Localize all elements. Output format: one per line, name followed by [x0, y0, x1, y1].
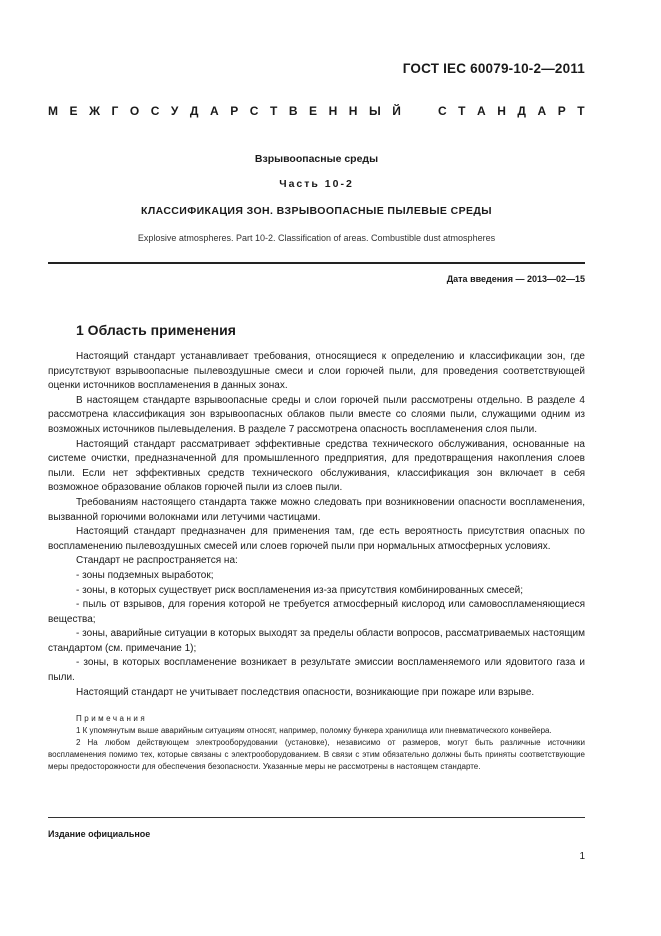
banner-letter: С	[249, 104, 259, 118]
banner-letter: А	[209, 104, 219, 118]
note-item: 2 На любом действующем электрооборудовании (установке), независимо от размеров, могут быть различные источники воспламенения помимо тех, которые связаны с электрооборудованием. В связи с этим обязательно должны быть приняты соответствующие меры предосторожности для обеспечения безопасности. Указанные меры не рассмотрены в настоящем стандарте.	[48, 738, 585, 771]
list-item: - зоны, аварийные ситуации в которых выходят за пределы области вопросов, рассматриваемых настоящим стандартом (см. примечание 1);	[48, 628, 585, 654]
standard-code: ГОСТ IEC 60079-10-2—2011	[402, 61, 585, 76]
paragraph: Настоящий стандарт устанавливает требования, относящиеся к определению и классификации зон, где присутствуют взрывоопасные пылевоздушные смеси и слои горючей пыли, для проведения соответствующей оценки источников воспламенения в данных зонах.	[48, 351, 585, 392]
banner-letter: У	[170, 104, 179, 118]
list-item: - зоны подземных выработок;	[76, 569, 214, 581]
banner-letter: С	[437, 104, 447, 118]
banner-letter: О	[129, 104, 140, 118]
banner-letter: В	[288, 104, 298, 118]
banner-letter: Т	[458, 104, 466, 118]
banner-letter: Д	[517, 104, 526, 118]
paragraph: Стандарт не распространяется на:	[76, 555, 238, 567]
banner-letter: А	[537, 104, 547, 118]
footer-divider	[48, 817, 585, 818]
paragraph: Настоящий стандарт предназначен для применения там, где есть вероятность присутствия опасных по воспламенению пылевоздушных смесей или слоев горючей пыли при нормальных атмосферных условиях.	[48, 526, 585, 552]
banner-letter: Н	[328, 104, 338, 118]
paragraph: Настоящий стандарт не учитывает последствия опасности, возникающие при пожаре или взрыве.	[76, 686, 535, 698]
notes-block	[48, 713, 585, 773]
banner-letter: Д	[189, 104, 199, 118]
list-item: - зоны, в которых воспламенение возникает в результате эмиссии воспламеняемого или ядовитого газа и пыли.	[48, 657, 585, 684]
edition-label: Издание официальное	[48, 829, 151, 839]
list-item: - пыль от взрывов, для горения которой не требуется атмосферный кислород или самовоспламеняющиеся вещества;	[48, 599, 585, 625]
banner-letter: Р	[230, 104, 239, 118]
page-number: 1	[579, 851, 585, 862]
banner-letter: Й	[392, 104, 401, 118]
banner-letter: Г	[111, 104, 119, 118]
title-line-2: Часть 10-2	[279, 178, 354, 190]
banner-letter: Р	[557, 104, 566, 118]
banner-letter: Н	[497, 104, 506, 118]
banner-letter: Т	[269, 104, 278, 118]
banner-letter: Ж	[89, 104, 100, 118]
banner-letter: Т	[577, 104, 585, 118]
interstate-standard-banner	[48, 104, 585, 118]
banner-letter: А	[477, 104, 486, 118]
section-body	[48, 350, 585, 700]
title-divider	[48, 262, 585, 264]
list-item: - зоны, в которых существует риск воспламенения из-за присутствия комбинированных смесей;	[76, 584, 524, 596]
paragraph: Настоящий стандарт рассматривает эффективные средства технического обслуживания, основанные на системе очистки, предназначенной для промышленного предприятия, для предотвращения накопления слоев пыли. Если нет эффективных средств технического обслуживания, классификация зон включает в себя возможное образование облаков горючей пыли из слоев пыли.	[48, 438, 585, 494]
banner-letter: С	[150, 104, 160, 118]
banner-letter: Н	[348, 104, 358, 118]
banner-letter: Ы	[368, 104, 381, 118]
notes-heading: Примечания	[76, 714, 148, 723]
title-line-1: Взрывоопасные среды	[254, 153, 379, 165]
banner-letter: Е	[309, 104, 318, 118]
paragraph: В настоящем стандарте взрывоопасные среды и слои горючей пыли рассмотрены отдельно. В разделе 4 рассмотрена классификация зон взрывоопасных облаков пыли вместе со слоями пыли, служащими одним из возможных источников пылевыделения. В разделе 7 рассмотрена опасность воспламенения слоя пыли.	[48, 394, 585, 435]
section-title: 1 Область применения	[76, 322, 236, 338]
paragraph: Требованиям настоящего стандарта также можно следовать при возникновении опасности воспламенения, вызванной горючими волокнами или летучими частицами.	[48, 496, 585, 523]
banner-letter: Е	[69, 104, 78, 118]
banner-letter: М	[48, 104, 58, 118]
note-item: 1 К упомянутым выше аварийным ситуациям относят, например, поломку бункера хранилища или пневматического конвейера.	[76, 726, 552, 735]
title-english: Explosive atmospheres. Part 10-2. Classification of areas. Combustible dust atmospheres	[137, 233, 496, 243]
title-line-3: КЛАССИФИКАЦИЯ ЗОН. ВЗРЫВООПАСНЫЕ ПЫЛЕВЫЕ СРЕДЫ	[141, 205, 492, 217]
introduction-date: Дата введения — 2013—02—15	[446, 274, 585, 284]
banner-gap	[412, 104, 426, 118]
